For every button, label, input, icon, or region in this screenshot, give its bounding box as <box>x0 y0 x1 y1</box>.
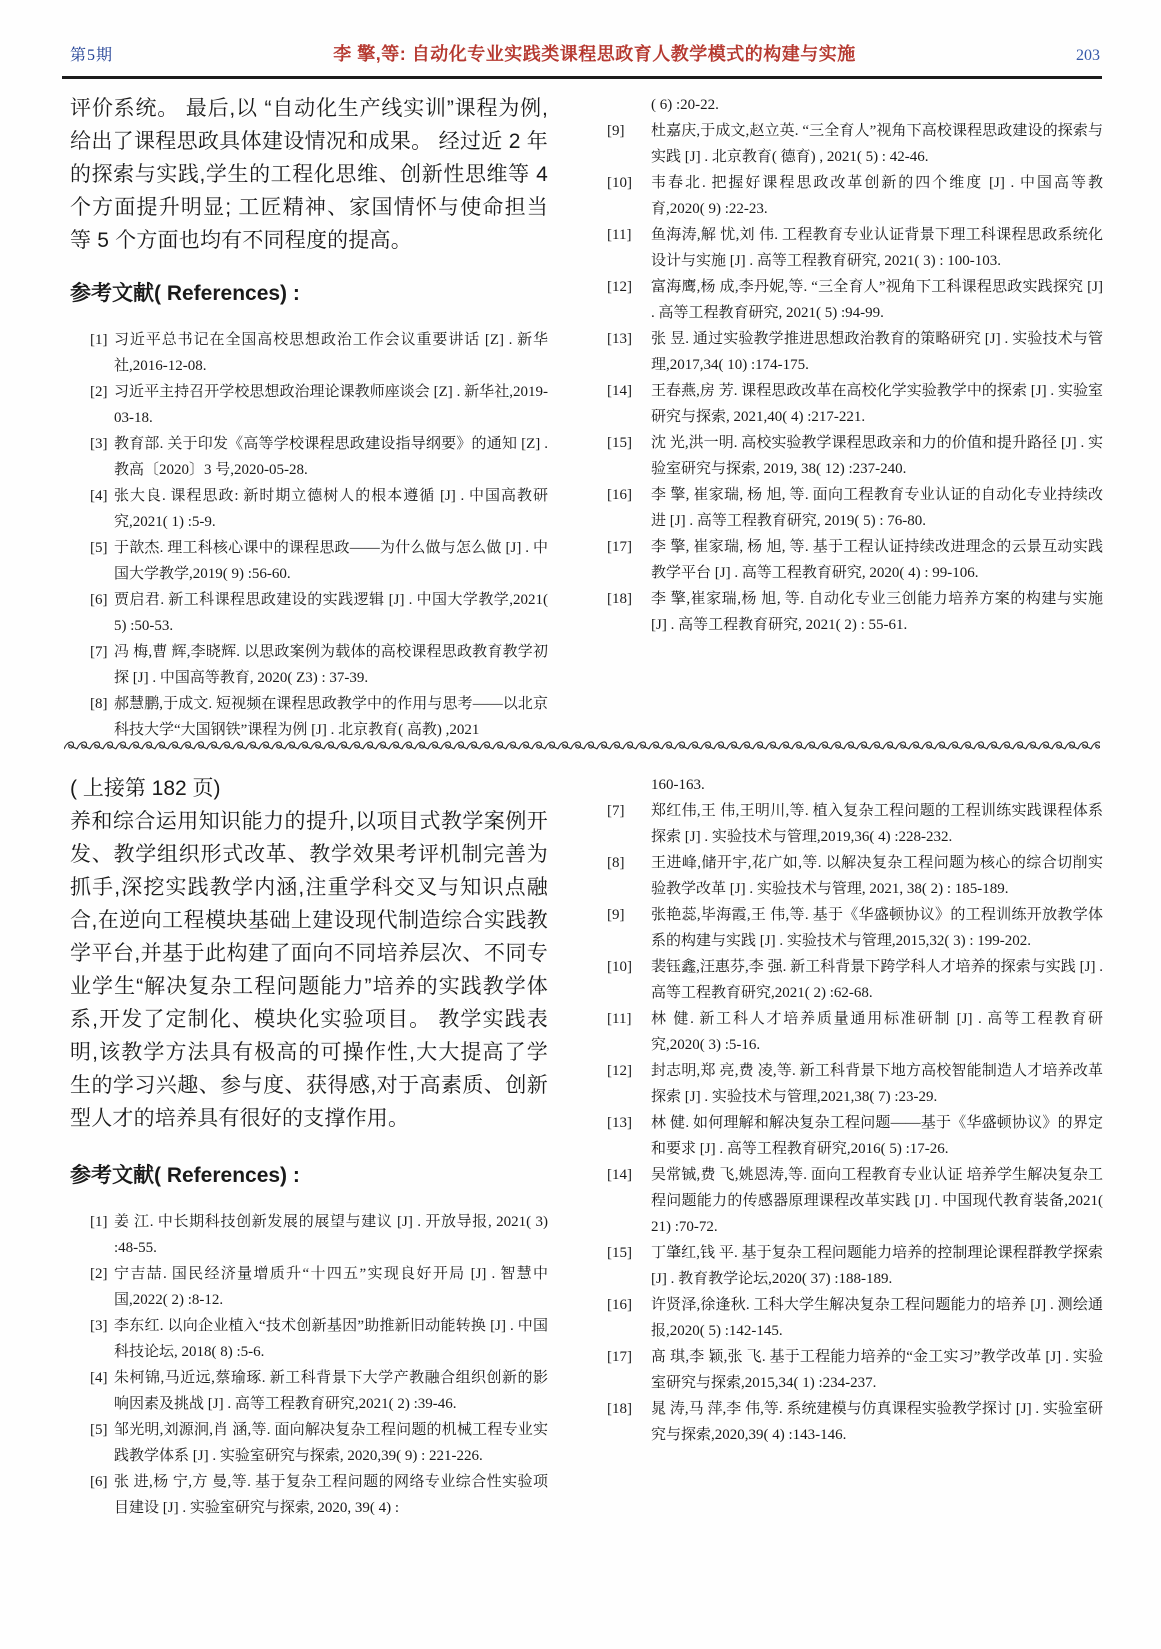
reference-item <box>605 170 1103 222</box>
top-left-column <box>70 92 548 743</box>
reference-number: [2] <box>90 384 108 400</box>
reference-text: 林 健. 新工科人才培养质量通用标准研制 [J] . 高等工程教育研究,2020( 3) :5-16. <box>651 1011 1103 1053</box>
reference-number: [8] <box>607 855 625 871</box>
reference-number: [12] <box>607 279 632 295</box>
reference-number: [17] <box>607 1349 632 1365</box>
reference-item <box>605 798 1103 850</box>
reference-number: [1] <box>90 1214 108 1230</box>
reference-item <box>70 431 548 483</box>
reference-number: [8] <box>90 696 108 712</box>
reference-number: [1] <box>90 332 108 348</box>
reference-item <box>70 587 548 639</box>
reference-text: 张大良. 课程思政: 新时期立德树人的根本遵循 [J] . 中国高教研究,2021( 1) :5-9. <box>114 488 548 530</box>
reference-number: [15] <box>607 435 632 451</box>
reference-number: [14] <box>607 383 632 399</box>
reference-item <box>605 222 1103 274</box>
reference-text: 富海鹰,杨 成,李丹妮,等. “三全育人”视角下工科课程思政实践探究 [J] . 高等工程教育研究, 2021( 5) :94-99. <box>651 279 1103 321</box>
reference-text: 习近平主持召开学校思想政治理论课教师座谈会 [Z] . 新华社,2019-03-18. <box>114 384 548 426</box>
reference-item <box>70 1469 548 1521</box>
reference-item <box>70 1417 548 1469</box>
reference-item <box>605 1058 1103 1110</box>
reference-text: 于歆杰. 理工科核心课中的课程思政——为什么做与怎么做 [J] . 中国大学教学,2019( 9) :56-60. <box>114 540 548 582</box>
reference-text: 张 昱. 通过实验教学推进思想政治教育的策略研究 [J] . 实验技术与管理,2017,34( 10) :174-175. <box>651 331 1103 373</box>
reference-number: [16] <box>607 487 632 503</box>
reference-text: 郝慧鹏,于成文. 短视频在课程思政教学中的作用与思考——以北京科技大学“大国钢铁”课程为例 [J] . 北京教育( 高教) ,2021 <box>114 696 548 738</box>
page-header <box>70 40 1100 66</box>
reference-text: 张艳蕊,毕海霞,王 伟,等. 基于《华盛顿协议》的工程训练开放教学体系的构建与实践 [J] . 实验技术与管理,2015,32( 3) : 199-202. <box>651 907 1103 949</box>
reference-text: 鱼海涛,解 忧,刘 伟. 工程教育专业认证背景下理工科课程思政系统化设计与实施 [J] . 高等工程教育研究, 2021( 3) : 100-103. <box>651 227 1103 269</box>
reference-text: 教育部. 关于印发《高等学校课程思政建设指导纲要》的通知 [Z] . 教高〔2020〕3 号,2020-05-28. <box>114 436 548 478</box>
reference-text: 杜嘉庆,于成文,赵立英. “三全育人”视角下高校课程思政建设的探索与实践 [J] . 北京教育( 德育) , 2021( 5) : 42-46. <box>651 123 1103 165</box>
reference-item <box>605 430 1103 482</box>
top-right-column <box>605 92 1103 638</box>
reference-number: [18] <box>607 1401 632 1417</box>
reference-number: [5] <box>90 1422 108 1438</box>
reference-number: [17] <box>607 539 632 555</box>
reference-item <box>605 326 1103 378</box>
reference-number: [12] <box>607 1063 632 1079</box>
reference-item <box>605 1006 1103 1058</box>
reference-item <box>70 639 548 691</box>
reference-continuation: ( 6) :20-22. <box>651 97 719 113</box>
reference-text: 裴钰鑫,汪惠芬,李 强. 新工科背景下跨学科人才培养的探索与实践 [J] . 高等工程教育研究,2021( 2) :62-68. <box>651 959 1103 1001</box>
section-separator-ornament <box>64 738 1100 756</box>
reference-text: 李 擎, 崔家瑞, 杨 旭, 等. 基于工程认证持续改进理念的云景互动实践教学平台 [J] . 高等工程教育研究, 2020( 4) : 99-106. <box>651 539 1103 581</box>
reference-item <box>70 327 548 379</box>
reference-number: [2] <box>90 1266 108 1282</box>
page-number: 203 <box>1075 47 1100 64</box>
reference-number: [3] <box>90 436 108 452</box>
reference-continuation: 160-163. <box>651 777 705 793</box>
reference-item <box>605 586 1103 638</box>
reference-list <box>605 118 1103 638</box>
reference-item <box>605 1240 1103 1292</box>
reference-number: [13] <box>607 331 632 347</box>
reference-text: 王进峰,储开宇,花广如,等. 以解决复杂工程问题为核心的综合切削实验教学改革 [J] . 实验技术与管理, 2021, 38( 2) : 185-189. <box>651 855 1103 897</box>
reference-text: 郑红伟,王 伟,王明川,等. 植入复杂工程问题的工程训练实践课程体系探索 [J] . 实验技术与管理,2019,36( 4) :228-232. <box>651 803 1103 845</box>
reference-item <box>605 1396 1103 1448</box>
reference-number: [4] <box>90 488 108 504</box>
reference-item <box>70 535 548 587</box>
reference-text: 李东红. 以向企业植入“技术创新基因”助推新旧动能转换 [J] . 中国科技论坛, 2018( 8) :5-6. <box>114 1318 548 1360</box>
reference-item <box>605 1110 1103 1162</box>
reference-item <box>70 1209 548 1261</box>
continued-from-note: ( 上接第 182 页) <box>70 777 221 800</box>
reference-text: 沈 光,洪一明. 高校实验教学课程思政亲和力的价值和提升路径 [J] . 实验室研究与探索, 2019, 38( 12) :237-240. <box>651 435 1103 477</box>
reference-number: [7] <box>607 803 625 819</box>
reference-text: 邹光明,刘源泂,肖 涵,等. 面向解决复杂工程问题的机械工程专业实践教学体系 [J] . 实验室研究与探索, 2020,39( 9) : 221-226. <box>114 1422 548 1464</box>
reference-number: [16] <box>607 1297 632 1313</box>
reference-text: 晁 涛,马 萍,李 伟,等. 系统建模与仿真课程实验教学探讨 [J] . 实验室研究与探索,2020,39( 4) :143-146. <box>651 1401 1103 1443</box>
continuation-paragraph: 养和综合运用知识能力的提升,以项目式教学案例开发、教学组织形式改革、教学效果考评机制完善为抓手,深挖实践教学内涵,注重学科交叉与知识点融合,在逆向工程模块基础上建设现代制造综合实践教学平台,并基于此构建了面向不同培养层次、不同专业学生“解决复杂工程问题能力”培养的实践教学体系,开发了定制化、模块化实验项目。 教学实践表明,该教学方法具有极高的可操作性,大大提高了学生的学习兴趣、参与度、获得感,对于高素质、创新型人才的培养具有很好的支撑作用。 <box>70 810 548 1130</box>
header-rule <box>62 76 1102 79</box>
running-title: 李 擎,等: 自动化专业实践类课程思政育人教学模式的构建与实施 <box>333 44 856 64</box>
issue-label: 第5期 <box>70 47 114 64</box>
reference-item <box>605 1344 1103 1396</box>
reference-number: [6] <box>90 592 108 608</box>
reference-item <box>605 954 1103 1006</box>
references-heading: 参考文献( References) : <box>70 1164 300 1187</box>
reference-item <box>605 274 1103 326</box>
reference-number: [13] <box>607 1115 632 1131</box>
reference-text: 王春燕,房 芳. 课程思政改革在高校化学实验教学中的探索 [J] . 实验室研究与探索, 2021,40( 4) :217-221. <box>651 383 1103 425</box>
reference-text: 许贤泽,徐逢秋. 工科大学生解决复杂工程问题能力的培养 [J] . 测绘通报,2020( 5) :142-145. <box>651 1297 1103 1339</box>
reference-number: [4] <box>90 1370 108 1386</box>
bottom-right-column <box>605 772 1103 1448</box>
reference-item <box>605 1292 1103 1344</box>
reference-text: 封志明,郑 亮,费 凌,等. 新工科背景下地方高校智能制造人才培养改革探索 [J] . 实验技术与管理,2021,38( 7) :23-29. <box>651 1063 1103 1105</box>
reference-item <box>605 902 1103 954</box>
reference-item <box>70 1365 548 1417</box>
reference-number: [9] <box>607 123 625 139</box>
reference-item <box>70 379 548 431</box>
reference-list <box>70 1209 548 1521</box>
reference-text: 宁吉喆. 国民经济量增质升“十四五”实现良好开局 [J] . 智慧中国,2022( 2) :8-12. <box>114 1266 548 1308</box>
reference-number: [10] <box>607 959 632 975</box>
reference-number: [18] <box>607 591 632 607</box>
reference-number: [15] <box>607 1245 632 1261</box>
reference-item <box>605 850 1103 902</box>
reference-item <box>605 482 1103 534</box>
reference-number: [11] <box>607 227 632 243</box>
bottom-left-column <box>70 772 548 1521</box>
reference-number: [11] <box>607 1011 632 1027</box>
reference-number: [14] <box>607 1167 632 1183</box>
reference-text: 冯 梅,曹 辉,李晓辉. 以思政案例为载体的高校课程思政教育教学初探 [J] . 中国高等教育, 2020( Z3) : 37-39. <box>114 644 548 686</box>
reference-text: 李 擎, 崔家瑞, 杨 旭, 等. 面向工程教育专业认证的自动化专业持续改进 [J] . 高等工程教育研究, 2019( 5) : 76-80. <box>651 487 1103 529</box>
reference-item <box>605 534 1103 586</box>
reference-item <box>70 1261 548 1313</box>
reference-item <box>605 378 1103 430</box>
reference-text: 姜 江. 中长期科技创新发展的展望与建议 [J] . 开放导报, 2021( 3) :48-55. <box>114 1214 548 1256</box>
reference-text: 贾启君. 新工科课程思政建设的实践逻辑 [J] . 中国大学教学,2021( 5) :50-53. <box>114 592 548 634</box>
reference-text: 丁肇红,钱 平. 基于复杂工程问题能力培养的控制理论课程群教学探索 [J] . 教育教学论坛,2020( 37) :188-189. <box>651 1245 1103 1287</box>
reference-item <box>70 1313 548 1365</box>
reference-number: [7] <box>90 644 108 660</box>
reference-text: 习近平总书记在全国高校思想政治工作会议重要讲话 [Z] . 新华社,2016-12-08. <box>114 332 548 374</box>
conclusion-paragraph: 评价系统。 最后,以 “自动化生产线实训”课程为例,给出了课程思政具体建设情况和成果。 经过近 2 年的探索与实践,学生的工程化思维、创新性思维等 4 个方面提升明显; 工匠精神、家国情怀与使命担当等 5 个方面也均有不同程度的提高。 <box>70 97 548 252</box>
reference-text: 张 进,杨 宁,方 曼,等. 基于复杂工程问题的网络专业综合性实验项目建设 [J] . 实验室研究与探索, 2020, 39( 4) : <box>114 1474 548 1516</box>
reference-item <box>605 118 1103 170</box>
reference-number: [10] <box>607 175 632 191</box>
reference-text: 朱柯锦,马近远,蔡瑜琢. 新工科背景下大学产教融合组织创新的影响因素及挑战 [J] . 高等工程教育研究,2021( 2) :39-46. <box>114 1370 548 1412</box>
reference-list <box>70 327 548 743</box>
references-heading: 参考文献( References) : <box>70 282 300 305</box>
reference-text: 李 擎,崔家瑞,杨 旭, 等. 自动化专业三创能力培养方案的构建与实施 [J] . 高等工程教育研究, 2021( 2) : 55-61. <box>651 591 1103 633</box>
reference-item <box>605 1162 1103 1240</box>
reference-number: [5] <box>90 540 108 556</box>
reference-number: [3] <box>90 1318 108 1334</box>
reference-item <box>70 691 548 743</box>
reference-list <box>605 798 1103 1448</box>
reference-number: [6] <box>90 1474 108 1490</box>
reference-text: 林 健. 如何理解和解决复杂工程问题——基于《华盛顿协议》的界定和要求 [J] . 高等工程教育研究,2016( 5) :17-26. <box>651 1115 1103 1157</box>
reference-text: 髙 琪,李 颖,张 飞. 基于工程能力培养的“金工实习”教学改革 [J] . 实验室研究与探索,2015,34( 1) :234-237. <box>651 1349 1103 1391</box>
reference-text: 吴常铖,费 飞,姚恩涛,等. 面向工程教育专业认证 培养学生解决复杂工程问题能力的传感器原理课程改革实践 [J] . 中国现代教育装备,2021( 21) :70-72. <box>651 1167 1103 1235</box>
reference-item <box>70 483 548 535</box>
reference-number: [9] <box>607 907 625 923</box>
reference-text: 韦春北. 把握好课程思政改革创新的四个维度 [J] . 中国高等教育,2020( 9) :22-23. <box>651 175 1103 217</box>
